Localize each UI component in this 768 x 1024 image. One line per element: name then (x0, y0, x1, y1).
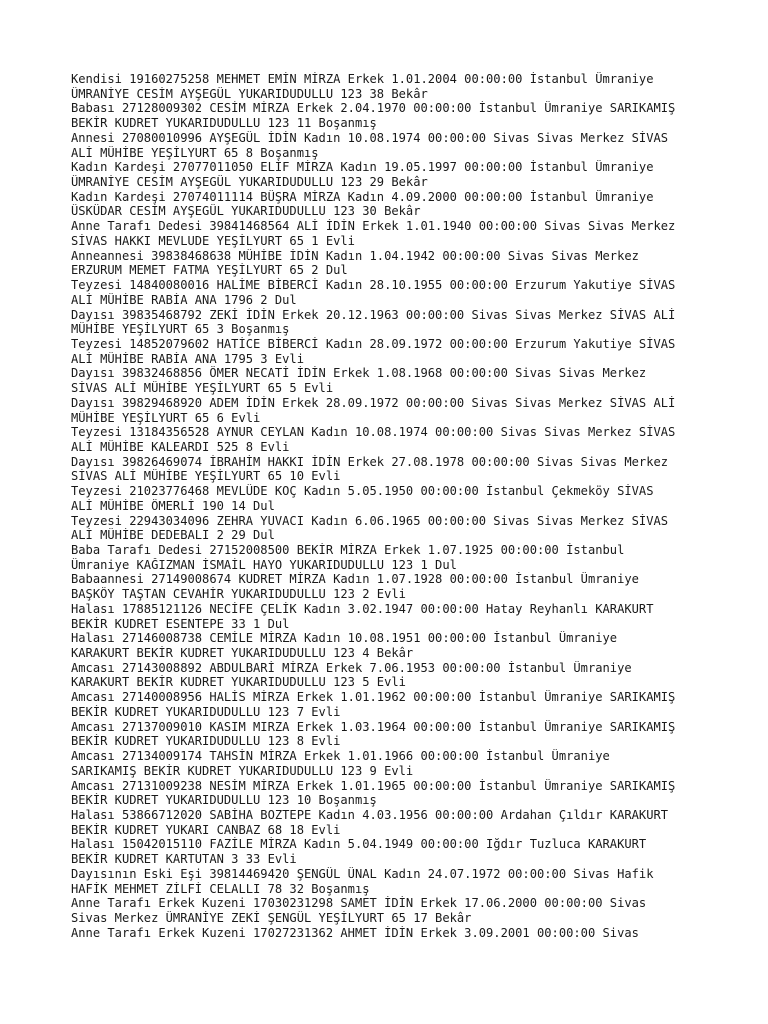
record-line: Halası 15042015110 FAZİLE MİRZA Kadın 5.04.1949 00:00:00 Iğdır Tuzluca KARAKURT (71, 837, 647, 852)
record-line: Dayısı 39829468920 ADEM İDİN Erkek 28.09.1972 00:00:00 Sivas Sivas Merkez SİVAS ALİ (71, 395, 676, 410)
record-entry (71, 190, 711, 219)
record-line: ALİ MÜHİBE RABİA ANA 1796 2 Dul (71, 292, 297, 307)
record-entry (71, 572, 711, 601)
record-entry (71, 690, 711, 719)
record-line: BEKİR KUDRET KARTUTAN 3 33 Evli (71, 852, 297, 867)
record-line: Amcası 27137009010 KASIM MIRZA Erkek 1.03.1964 00:00:00 İstanbul Ümraniye SARIKAMIŞ (71, 719, 676, 734)
record-line: SARIKAMIŞ BEKİR KUDRET YUKARIDUDULLU 123 9 Evli (71, 763, 414, 778)
record-line: MÜHİBE YEŞİLYURT 65 3 Boşanmış (71, 322, 290, 337)
record-line: ALİ MÜHİBE KALEARDI 525 8 Evli (71, 439, 290, 454)
record-entry (71, 837, 711, 866)
record-line: Anne Tarafı Dedesi 39841468564 ALİ İDİN Erkek 1.01.1940 00:00:00 Sivas Sivas Merkez (71, 219, 676, 234)
record-entry (71, 543, 711, 572)
record-line: Sivas Merkez ÜMRANİYE ZEKİ ŞENGÜL YEŞİLYURT 65 17 Bekâr (71, 910, 472, 925)
record-entry (71, 337, 711, 366)
record-line: Halası 27146008738 CEMİLE MİRZA Kadın 10.08.1951 00:00:00 İstanbul Ümraniye (71, 631, 618, 646)
record-line: Teyzesi 22943034096 ZEHRA YUVACI Kadın 6.06.1965 00:00:00 Sivas Sivas Merkez SİVAS (71, 513, 669, 528)
record-entry (71, 160, 711, 189)
record-line: Teyzesi 14852079602 HATİCE BİBERCİ Kadın 28.09.1972 00:00:00 Erzurum Yakutiye SİVAS (71, 336, 676, 351)
record-line: SİVAS ALİ MÜHİBE YEŞİLYURT 65 5 Evli (71, 381, 334, 396)
record-line: Kendisi 19160275258 MEHMET EMİN MİRZA Erkek 1.01.2004 00:00:00 İstanbul Ümraniye (71, 72, 654, 86)
record-line: Kadın Kardeşi 27074011114 BÜŞRA MİRZA Kadın 4.09.2000 00:00:00 İstanbul Ümraniye (71, 189, 654, 204)
record-entry (71, 425, 711, 454)
record-entry (71, 867, 711, 896)
record-line: Annesi 27080010996 AYŞEGÜL İDİN Kadın 10.08.1974 00:00:00 Sivas Sivas Merkez SİVAS (71, 130, 669, 145)
record-entry (71, 278, 711, 307)
record-line: ERZURUM MEMET FATMA YEŞİLYURT 65 2 Dul (71, 263, 348, 278)
record-line: Amcası 27140008956 HALİS MİRZA Erkek 1.01.1962 00:00:00 İstanbul Ümraniye SARIKAMIŞ (71, 690, 676, 705)
record-entry (71, 602, 711, 631)
record-line: BEKİR KUDRET ESENTEPE 33 1 Dul (71, 616, 290, 631)
record-entry (71, 131, 711, 160)
record-line: SİVAS ALİ MÜHİBE YEŞİLYURT 65 10 Evli (71, 469, 341, 484)
record-entry (71, 366, 711, 395)
record-entry (71, 926, 711, 941)
record-line: BEKİR KUDRET YUKARI CANBAZ 68 18 Evli (71, 822, 341, 837)
record-line: Dayısının Eski Eşi 39814469420 ŞENGÜL ÜNAL Kadın 24.07.1972 00:00:00 Sivas Hafik (71, 866, 654, 881)
record-line: ÜSKÜDAR CESİM AYŞEGÜL YUKARIDUDULLU 123 30 Bekâr (71, 204, 421, 219)
record-entry (71, 661, 711, 690)
record-line: ÜMRANİYE CESİM AYŞEGÜL YUKARIDUDULLU 123 29 Bekâr (71, 175, 428, 190)
record-entry (71, 749, 711, 778)
record-line: BEKİR KUDRET YUKARIDUDULLU 123 8 Evli (71, 734, 341, 749)
record-entry (71, 631, 711, 660)
record-line: Teyzesi 21023776468 MEVLÜDE KOÇ Kadın 5.05.1950 00:00:00 İstanbul Çekmeköy SİVAS (71, 484, 654, 499)
record-line: Amcası 27131009238 NESİM MİRZA Erkek 1.01.1965 00:00:00 İstanbul Ümraniye SARIKAMIŞ (71, 778, 676, 793)
record-line: Baba Tarafı Dedesi 27152008500 BEKİR MİRZA Erkek 1.07.1925 00:00:00 İstanbul (71, 543, 625, 557)
record-line: ALİ MÜHİBE ÖMERLİ 190 14 Dul (71, 498, 275, 513)
record-entry (71, 72, 711, 101)
record-entry (71, 219, 711, 248)
record-line: ALİ MÜHİBE YEŞİLYURT 65 8 Boşanmış (71, 145, 319, 160)
record-line: BEKİR KUDRET YUKARIDUDULLU 123 10 Boşanmış (71, 793, 377, 808)
record-line: Babası 27128009302 CESİM MİRZA Erkek 2.04.1970 00:00:00 İstanbul Ümraniye SARIKAMIŞ (71, 101, 676, 116)
record-line: Amcası 27143008892 ABDULBARİ MİRZA Erkek 7.06.1953 00:00:00 İstanbul Ümraniye (71, 660, 632, 675)
record-line: MÜHİBE YEŞİLYURT 65 6 Evli (71, 410, 261, 425)
record-list (71, 72, 711, 940)
record-line: Teyzesi 13184356528 AYNUR CEYLAN Kadın 10.08.1974 00:00:00 Sivas Sivas Merkez SİVAS (71, 425, 676, 440)
record-line: Teyzesi 14840080016 HALİME BİBERCİ Kadın 28.10.1955 00:00:00 Erzurum Yakutiye SİVAS (71, 278, 676, 293)
record-line: Dayısı 39832468856 ÖMER NECATİ İDİN Erkek 1.08.1968 00:00:00 Sivas Sivas Merkez (71, 366, 647, 381)
record-entry (71, 308, 711, 337)
record-line: KARAKURT BEKİR KUDRET YUKARIDUDULLU 123 5 Evli (71, 675, 406, 690)
record-line: ALİ MÜHİBE RABİA ANA 1795 3 Evli (71, 351, 304, 366)
record-line: Ümraniye KAĞIZMAN İSMAİL HAYO YUKARIDUDULLU 123 1 Dul (71, 557, 457, 572)
record-entry (71, 101, 711, 130)
record-line: BEKİR KUDRET YUKARIDUDULLU 123 7 Evli (71, 704, 341, 719)
record-entry (71, 896, 711, 925)
record-line: Kadın Kardeşi 27077011050 ELİF MİRZA Kadın 19.05.1997 00:00:00 İstanbul Ümraniye (71, 160, 654, 175)
record-line: Dayısı 39826469074 İBRAHİM HAKKI İDİN Erkek 27.08.1978 00:00:00 Sivas Sivas Merkez (71, 454, 669, 469)
record-entry (71, 514, 711, 543)
record-line: KARAKURT BEKİR KUDRET YUKARIDUDULLU 123 4 Bekâr (71, 646, 414, 661)
record-line: SİVAS HAKKI MEVLUDE YEŞİLYURT 65 1 Evli (71, 233, 355, 248)
record-line: HAFİK MEHMET ZİLFİ CELALLI 78 32 Boşanmış (71, 881, 370, 896)
record-entry (71, 808, 711, 837)
record-line: Anne Tarafı Erkek Kuzeni 17027231362 AHMET İDİN Erkek 3.09.2001 00:00:00 Sivas (71, 925, 639, 940)
record-entry (71, 396, 711, 425)
record-line: Halası 17885121126 NECİFE ÇELİK Kadın 3.02.1947 00:00:00 Hatay Reyhanlı KARAKURT (71, 601, 654, 616)
record-line: BEKİR KUDRET YUKARIDUDULLU 123 11 Boşanmış (71, 116, 377, 131)
record-line: Dayısı 39835468792 ZEKİ İDİN Erkek 20.12.1963 00:00:00 Sivas Sivas Merkez SİVAS ALİ (71, 307, 676, 322)
record-entry (71, 779, 711, 808)
record-entry (71, 455, 711, 484)
record-entry (71, 720, 711, 749)
record-line: ÜMRANİYE CESİM AYŞEGÜL YUKARIDUDULLU 123 38 Bekâr (71, 86, 428, 101)
record-line: ALİ MÜHİBE DEDEBALI 2 29 Dul (71, 528, 275, 543)
record-line: Halası 53866712020 SABİHA BOZTEPE Kadın 4.03.1956 00:00:00 Ardahan Çıldır KARAKURT (71, 807, 669, 822)
record-entry (71, 484, 711, 513)
record-entry (71, 249, 711, 278)
record-line: Anneannesi 39838468638 MÜHİBE İDİN Kadın 1.04.1942 00:00:00 Sivas Sivas Merkez (71, 248, 639, 263)
record-line: BAŞKÖY TAŞTAN CEVAHİR YUKARIDUDULLU 123 2 Evli (71, 587, 406, 602)
record-line: Amcası 27134009174 TAHSİN MİRZA Erkek 1.01.1966 00:00:00 İstanbul Ümraniye (71, 749, 610, 764)
record-line: Babaannesi 27149008674 KUDRET MİRZA Kadın 1.07.1928 00:00:00 İstanbul Ümraniye (71, 572, 639, 587)
record-line: Anne Tarafı Erkek Kuzeni 17030231298 SAMET İDİN Erkek 17.06.2000 00:00:00 Sivas (71, 896, 647, 911)
